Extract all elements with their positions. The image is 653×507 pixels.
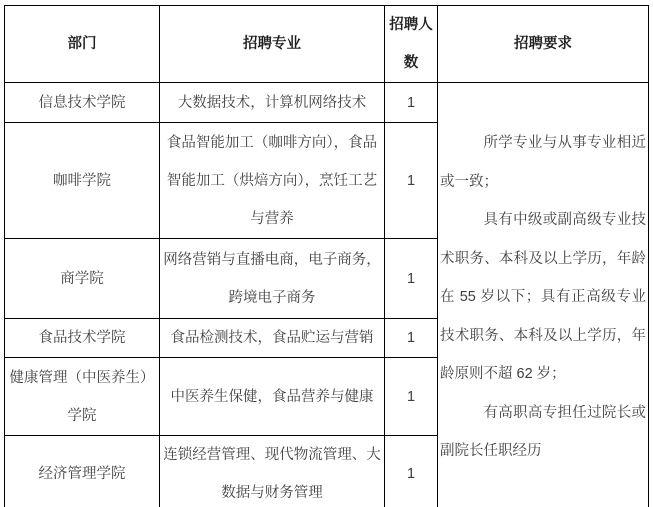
header-requirements: 招聘要求 (438, 6, 649, 83)
department-cell: 经济管理学院 (5, 436, 160, 507)
department-cell: 商学院 (5, 239, 160, 319)
header-row (5, 6, 649, 83)
count-cell: 1 (385, 239, 438, 319)
majors-cell: 中医养生保健，食品营养与健康 (160, 358, 385, 436)
requirements-cell (438, 83, 649, 507)
count-cell: 1 (385, 83, 438, 123)
majors-cell: 连锁经营管理、现代物流管理、大数据与财务管理 (160, 436, 385, 507)
count-cell: 1 (385, 436, 438, 507)
majors-cell: 食品检测技术，食品贮运与营销 (160, 319, 385, 358)
count-cell: 1 (385, 123, 438, 239)
requirement-paragraph: 具有中级或副高级专业技术职务、本科及以上学历，年龄在 55 岁以下；具有正高级专业技术职务、本科及以上学历，年龄原则不超 62 岁； (440, 212, 646, 383)
requirement-paragraph: 所学专业与从事专业相近或一致； (440, 135, 646, 190)
header-department: 部门 (5, 6, 160, 83)
recruitment-table (4, 5, 649, 507)
header-count: 招聘人数 (385, 6, 438, 83)
majors-cell: 食品智能加工（咖啡方向），食品智能加工（烘焙方向），烹饪工艺与营养 (160, 123, 385, 239)
department-cell: 信息技术学院 (5, 83, 160, 123)
table-row (5, 83, 649, 123)
majors-cell: 网络营销与直播电商，电子商务，跨境电子商务 (160, 239, 385, 319)
department-cell: 健康管理（中医养生）学院 (5, 358, 160, 436)
department-cell: 咖啡学院 (5, 123, 160, 239)
requirement-paragraph: 有高职高专担任过院长或副院长任职经历 (440, 404, 646, 460)
count-cell: 1 (385, 319, 438, 358)
department-cell: 食品技术学院 (5, 319, 160, 358)
header-major: 招聘专业 (160, 6, 385, 83)
majors-cell: 大数据技术，计算机网络技术 (160, 83, 385, 123)
count-cell: 1 (385, 358, 438, 436)
